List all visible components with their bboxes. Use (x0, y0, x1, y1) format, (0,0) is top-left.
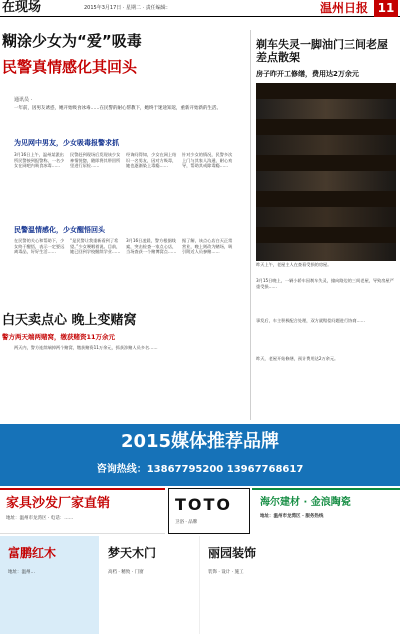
column-divider (250, 30, 251, 420)
ad-furniture-address: 地址：温州市龙湾区 · 电话：…… (6, 516, 74, 521)
article-column: 据了解，该点心店白天正常营业，晚上则改为赌场，吸引附近人员参赌…… (182, 238, 233, 255)
lead-headline: 民警真情感化其回头 (2, 58, 138, 76)
section2-headline: 白天卖点心 晚上变赌窝 (2, 313, 137, 328)
page-header (0, 0, 400, 17)
article-column: 民警赶到现场后发现该少女神情恍惚，随即将其带回所里进行尿检…… (70, 152, 121, 169)
article-column: “是民警让我重新看到了希望。”少女哽咽着说。目前，她已回到学校继续学业…… (70, 238, 121, 255)
article-column: 3月16日上午，温州某派出所民警接到报警称，一名少女在网吧内吸食冰毒…… (14, 152, 65, 169)
section2-subheadline: 警方两天端两赌窝，缴获赌资11万余元 (2, 333, 116, 341)
ad-bottom-right-name: 丽园装饰 (208, 546, 257, 560)
ad-banner-phone: 咨询热线：13867795200 13967768617 (96, 464, 304, 475)
ad-bottom-left (0, 536, 100, 634)
ad-banner-title: 2015媒体推荐品牌 (120, 431, 280, 452)
photo-shape (256, 243, 396, 261)
lead-subhead-2: 民警温情感化，少女醒悟回头 (14, 226, 105, 234)
lead-subhead-1: 为见网中男友，少女吸毒报警求抓 (14, 139, 119, 147)
ad-bottom-left-name: 富鹏红木 (8, 546, 57, 560)
ad-bottom-right (200, 536, 400, 634)
right-article-text: 事发后，车主积极配合处理，双方就赔偿问题进行协商…… (256, 318, 365, 323)
right-article-text: 3月15日晚上，一辆小轿车因刹车失灵，撞向路边的三间老屋，导致房屋严重受损…… (256, 278, 394, 289)
page-number: 11 (374, 0, 398, 17)
photo-shape (256, 135, 396, 155)
ad-bath-name: 海尔建材 · 金浪陶瓷 (260, 497, 351, 508)
ad-bottom-right-text: 装饰 · 设计 · 施工 (208, 570, 244, 575)
article-column: 两天内，警方连续端掉两个赌窝，缴获赌资11万余元，抓获涉赌人员多名…… (14, 345, 158, 350)
lead-kicker: 糊涂少女为“爱”吸毒 (2, 32, 142, 50)
ad-toto-logo: TOTO (175, 495, 233, 514)
photo-shape (256, 171, 396, 191)
article-column: 在民警的关心和帮助下，少女终于醒悟，表示一定要远离毒品，好好生活…… (14, 238, 65, 255)
ad-bottom-middle-name: 梦天木门 (108, 546, 157, 560)
photo-placeholder (256, 83, 396, 261)
right-headline: 剃车失灵一脚油门三间老屋差点散架 (256, 38, 388, 64)
ad-bath (252, 488, 400, 534)
ad-bath-subtext: 地址：温州市龙湾区 · 服务热线 (260, 514, 324, 519)
section-label: 在现场 (2, 0, 42, 15)
news-photo (256, 83, 396, 261)
paper-name: 温州日报 (319, 1, 368, 15)
photo-shape (256, 207, 396, 227)
lead-byline: 通讯员 · (14, 97, 33, 103)
article-column: 针对少女的情况，民警多次上门与其家人沟通，耐心劝导，帮助其戒除毒瘾…… (182, 152, 233, 169)
ad-bottom-middle (100, 536, 200, 634)
ad-banner-2015 (0, 424, 400, 486)
photo-caption: 昨天上午，老屋主人在查看受损的房屋。 (256, 262, 332, 267)
photo-shape (256, 99, 396, 119)
ad-bottom-middle-text: 高档 · 精致 · 门窗 (108, 570, 144, 575)
ad-toto (168, 488, 250, 534)
ad-furniture-name: 家具沙发厂家直销 (6, 496, 111, 511)
ad-bottom-left-text: 地址：温州… (8, 570, 35, 575)
lead-intro: 一年前，因男友诱惑，她开始吸食冰毒……在民警的耐心帮教下，她终于迷途知返，重新开始新的生活。 (14, 106, 221, 111)
issue-meta: 2015年3月17日 · 星期二 · 责任编辑： (84, 5, 171, 11)
right-subheadline: 房子昨开工修缮，费用达2万余元 (256, 70, 359, 78)
right-article-text: 昨天，老屋开始修缮，预计费用达2万余元。 (256, 356, 339, 361)
ad-furniture (0, 488, 165, 534)
article-column: 经询问得知，少女在网上结识一名男友，因对方吸毒，她也逐渐染上毒瘾…… (126, 152, 177, 169)
article-column: 3月16日凌晨，警方根据线索，突击检查一家点心店，当场查获一个赌博窝点…… (126, 238, 177, 255)
ad-toto-text: 卫浴 · 品牌 (175, 520, 198, 525)
